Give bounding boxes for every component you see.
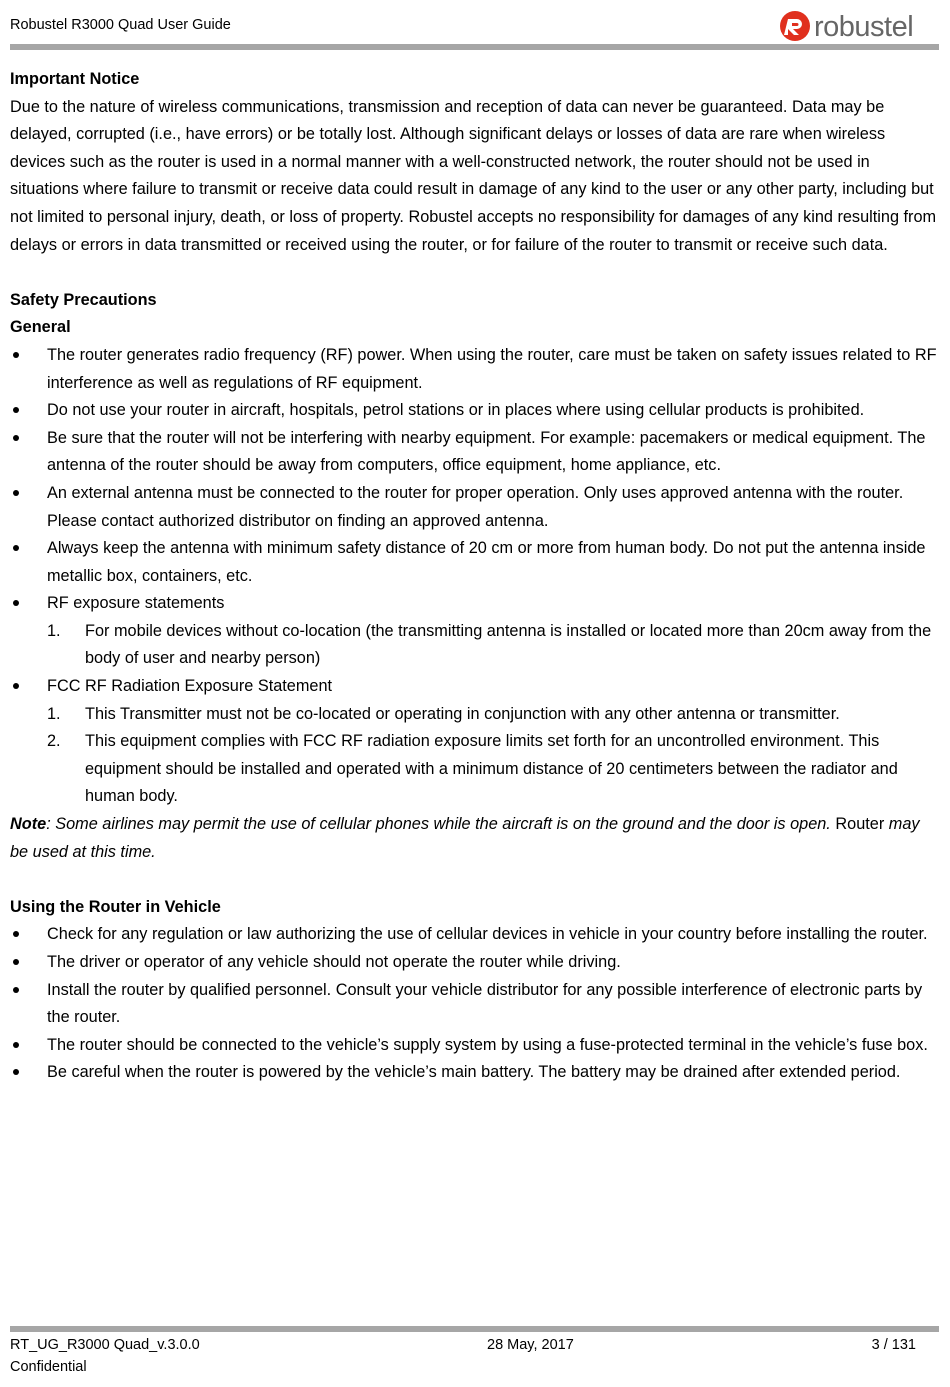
numbered-item [10, 701, 939, 729]
vehicle-bullet-list [10, 921, 939, 1087]
list-item-text: Be careful when the router is powered by the vehicle’s main battery. The battery may be drained after extended period. [47, 1063, 901, 1082]
note-paragraph [10, 811, 939, 866]
list-item [10, 977, 939, 1032]
list-item [10, 397, 939, 425]
list-item [10, 590, 939, 618]
bullet-icon [13, 987, 19, 993]
bullet-icon [13, 683, 19, 689]
footer-doc-id: RT_UG_R3000 Quad_v.3.0.0 [10, 1337, 200, 1353]
bullet-icon [13, 931, 19, 937]
item-number: 1. [47, 621, 61, 640]
note-tail: may be used at this time. [10, 815, 920, 861]
list-item [10, 949, 939, 977]
list-item [10, 535, 939, 590]
numbered-item-text: This Transmitter must not be co-located or operating in conjunction with any other antenna or transmitter. [85, 704, 840, 723]
list-item-text: RF exposure statements [47, 594, 225, 613]
list-item [10, 342, 939, 397]
bullet-icon [13, 1069, 19, 1075]
bullet-icon [13, 959, 19, 965]
list-item-text: Check for any regulation or law authorizing the use of cellular devices in vehicle in your country before installing the router. [47, 925, 928, 944]
list-item [10, 1059, 939, 1087]
footer-page-number: 3 / 131 [871, 1337, 916, 1353]
list-item-text: Be sure that the router will not be interfering with nearby equipment. For example: pacemakers or medical equipment. The antenna of the router should be away from computers, office equipment, home appliance, etc. [47, 428, 926, 475]
list-item [10, 921, 939, 949]
svg-text:robustel: robustel [814, 11, 914, 42]
numbered-item [10, 618, 939, 673]
list-item-text: Do not use your router in aircraft, hospitals, petrol stations or in places where using cellular products is prohibited. [47, 401, 865, 420]
list-item-text: Always keep the antenna with minimum safety distance of 20 cm or more from human body. Do not put the antenna inside metallic box, containers, etc. [47, 539, 926, 585]
bullet-icon [13, 600, 19, 606]
header-rule [10, 44, 939, 50]
bullet-icon [13, 352, 19, 358]
fcc-bullet-list [10, 673, 939, 701]
list-item-text: FCC RF Radiation Exposure Statement [47, 677, 333, 696]
heading-important-notice: Important Notice [10, 70, 140, 88]
robustel-logo [778, 8, 933, 42]
list-item-text: An external antenna must be connected to the router for proper operation. Only uses approved antenna with the router. Please contact authorized distributor on finding an approved antenna. [47, 483, 904, 530]
list-item-text: The router generates radio frequency (RF) power. When using the router, care must be taken on safety issues related to RF interference as well as regulations of RF equipment. [47, 345, 937, 392]
fcc-statement-list [10, 701, 939, 811]
item-number: 2. [47, 732, 61, 751]
page-content [10, 66, 939, 1087]
notice-paragraph: Due to the nature of wireless communications, transmission and reception of data can never be guaranteed. Data may be delayed, corrupted (i.e., have errors) or be totally lost. Although significant delays or losses of data are rare when wireless devices such as the router is used in a normal manner with a well-constructed network, the router should not be used in situations where failure to transmit or receive data could result in damage of any kind to the user or any other party, including but not limited to personal injury, death, or loss of property. Robustel accepts no responsibility for damages of any kind resulting from delays or errors in data transmitted or received using the router, or for failure of the router to transmit or receive such data. [10, 97, 937, 254]
bullet-icon [13, 545, 19, 551]
bullet-icon [13, 435, 19, 441]
list-item [10, 1032, 939, 1060]
list-item-text: The router should be connected to the vehicle’s supply system by using a fuse-protected terminal in the vehicle’s fuse box. [47, 1035, 928, 1054]
list-item [10, 673, 939, 701]
footer-date: 28 May, 2017 [487, 1337, 574, 1353]
rf-exposure-list [10, 618, 939, 673]
numbered-item [10, 728, 939, 811]
footer-classification: Confidential [10, 1359, 87, 1375]
header-title: Robustel R3000 Quad User Guide [10, 17, 231, 33]
footer-rule [10, 1326, 939, 1332]
list-item-text: Install the router by qualified personnel. Consult your vehicle distributor for any possible interference of electronic parts by the router. [47, 980, 923, 1027]
bullet-icon [13, 1042, 19, 1048]
heading-safety-precautions: Safety Precautions [10, 290, 157, 309]
list-item [10, 480, 939, 535]
list-item-text: The driver or operator of any vehicle should not operate the router while driving. [47, 953, 621, 971]
note-text: : Some airlines may permit the use of cellular phones while the aircraft is on the ground and the door is open. [46, 815, 831, 834]
note-router: Router [835, 815, 885, 834]
numbered-item-text: For mobile devices without co-location (the transmitting antenna is installed or located more than 20cm away from the body of user and nearby person) [85, 621, 932, 668]
list-item [10, 425, 939, 480]
numbered-item-text: This equipment complies with FCC RF radiation exposure limits set forth for an uncontrolled environment. This equipment should be installed and operated with a minimum distance of 20 centimeters between the radiator and human body. [85, 732, 898, 806]
item-number: 1. [47, 704, 61, 723]
bullet-icon [13, 490, 19, 496]
heading-general: General [10, 318, 71, 337]
note-label: Note [10, 815, 47, 834]
heading-vehicle: Using the Router in Vehicle [10, 897, 221, 916]
bullet-icon [13, 407, 19, 413]
general-bullet-list [10, 342, 939, 618]
